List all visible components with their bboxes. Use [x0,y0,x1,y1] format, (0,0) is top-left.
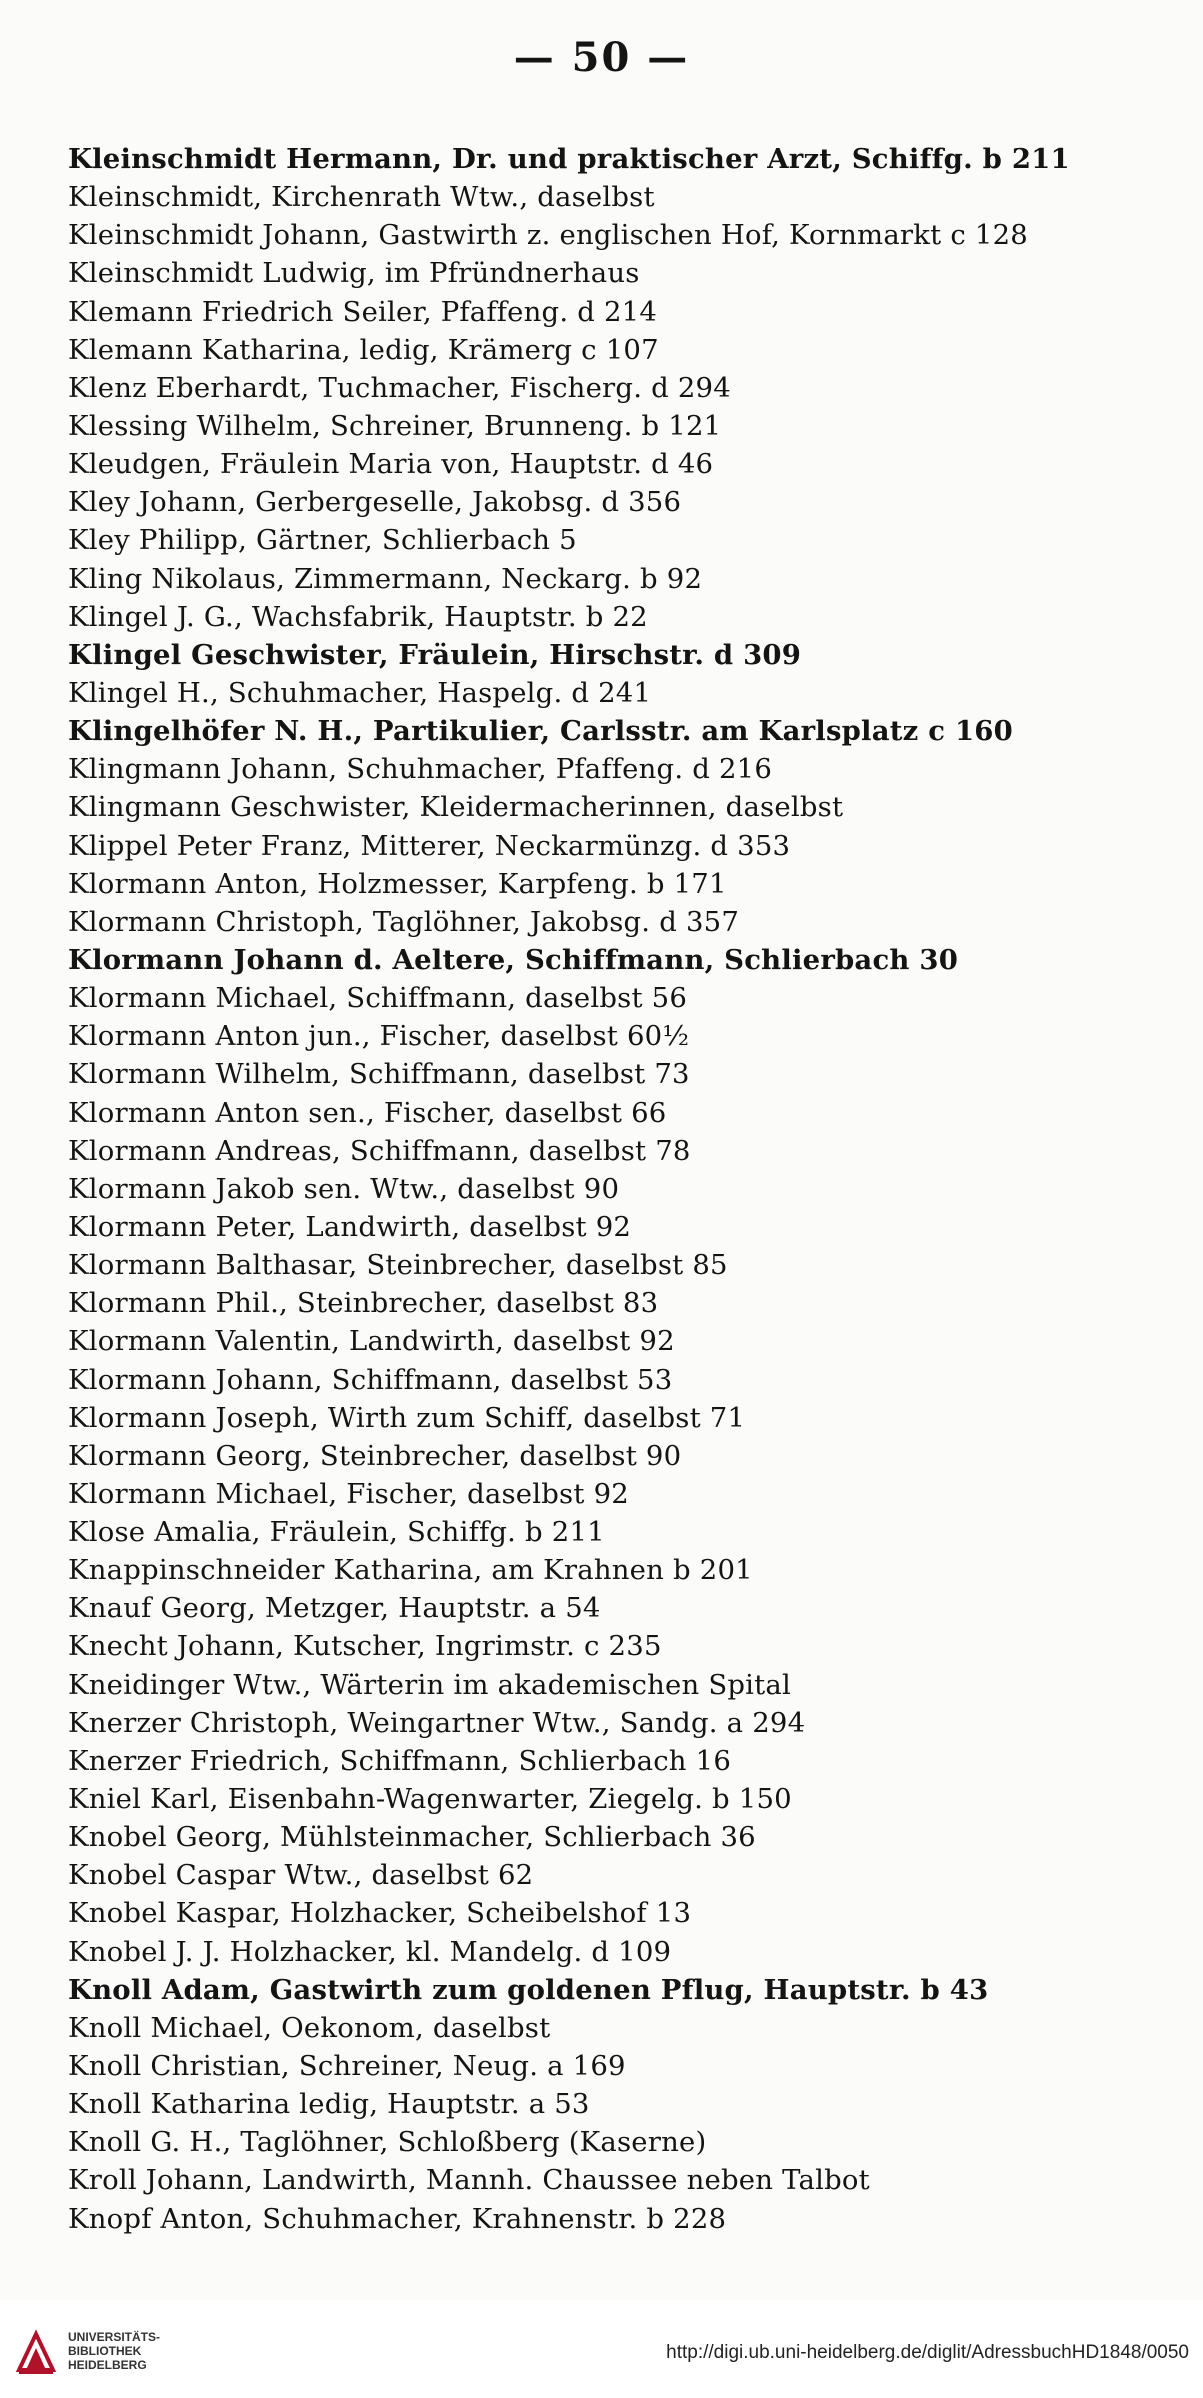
address-entry: Klormann Johann d. Aeltere, Schiffmann, Schlierbach 30 [68,943,959,976]
library-name-line-2: BIBLIOTHEK [68,2344,142,2358]
address-entry: Kroll Johann, Landwirth, Mannh. Chaussee neben Talbot [68,2164,870,2197]
address-entry: Klormann Andreas, Schiffmann, daselbst 78 [68,1134,691,1167]
address-entry: Klingmann Geschwister, Kleidermacherinnen, daselbst [68,791,844,824]
address-entry: Klormann Michael, Schiffmann, daselbst 56 [68,982,688,1015]
library-name-line-3: HEIDELBERG [68,2358,147,2372]
address-entry: Kleinschmidt Ludwig, im Pfründnerhaus [68,257,640,290]
page-footer [0,2300,1203,2398]
address-entry: Kleinschmidt Hermann, Dr. und praktischer Arzt, Schiffg. b 211 [68,143,1070,175]
address-entry: Knobel Caspar Wtw., daselbst 62 [68,1859,534,1892]
address-entry: Klenz Eberhardt, Tuchmacher, Fischerg. d 294 [68,371,731,404]
address-entry: Knobel Kaspar, Holzhacker, Scheibelshof 13 [68,1897,692,1930]
address-entry: Klormann Johann, Schiffmann, daselbst 53 [68,1363,673,1396]
source-url-link[interactable]: http://digi.ub.uni-heidelberg.de/diglit/AdressbuchHD1848/0050 [666,2342,1189,2363]
address-entry: Knoll Katharina ledig, Hauptstr. a 53 [68,2088,590,2121]
address-entry: Knoll G. H., Taglöhner, Schloßberg (Kaserne) [68,2126,707,2159]
address-entry: Klormann Valentin, Landwirth, daselbst 92 [68,1325,675,1358]
address-entry: Klingel J. G., Wachsfabrik, Hauptstr. b 22 [68,600,648,633]
address-entry: Klormann Anton sen., Fischer, daselbst 66 [68,1096,667,1129]
address-entry: Knerzer Friedrich, Schiffmann, Schlierbach 16 [68,1744,732,1777]
address-entry: Kniel Karl, Eisenbahn-Wagenwarter, Ziegelg. b 150 [68,1783,792,1816]
address-entry: Klormann Joseph, Wirth zum Schiff, daselbst 71 [68,1401,746,1434]
address-entry: Knauf Georg, Metzger, Hauptstr. a 54 [68,1592,601,1625]
library-name-line-1: UNIVERSITÄTS- [68,2330,161,2344]
address-entry: Knerzer Christoph, Weingartner Wtw., Sandg. a 294 [68,1706,806,1739]
address-entry: Klingel Geschwister, Fräulein, Hirschstr. d 309 [68,638,802,671]
address-entry: Klormann Anton jun., Fischer, daselbst 60½ [68,1020,690,1053]
address-entry: Kling Nikolaus, Zimmermann, Neckarg. b 92 [68,562,703,595]
address-entry: Knopf Anton, Schuhmacher, Krahnenstr. b 228 [68,2202,727,2235]
address-entry: Klormann Michael, Fischer, daselbst 92 [68,1477,629,1510]
library-name [68,2330,160,2372]
address-entry: Klormann Christoph, Taglöhner, Jakobsg. d 357 [68,905,740,938]
address-entry: Klingel H., Schuhmacher, Haspelg. d 241 [68,676,652,709]
address-entry: Knoll Adam, Gastwirth zum goldenen Pflug, Hauptstr. b 43 [68,1973,989,2006]
address-entry: Klose Amalia, Fräulein, Schiffg. b 211 [68,1516,605,1549]
address-entry: Kleinschmidt Johann, Gastwirth z. englischen Hof, Kornmarkt c 128 [68,219,1028,252]
address-entry: Klormann Jakob sen. Wtw., daselbst 90 [68,1172,620,1205]
address-entry: Klemann Friedrich Seiler, Pfaffeng. d 214 [68,295,658,328]
address-entry: Klormann Peter, Landwirth, daselbst 92 [68,1210,632,1243]
address-entry: Kley Johann, Gerbergeselle, Jakobsg. d 356 [68,486,682,519]
address-entry: Klormann Anton, Holzmesser, Karpfeng. b 171 [68,867,727,900]
address-entry: Klingmann Johann, Schuhmacher, Pfaffeng. d 216 [68,753,773,786]
address-entry: Klemann Katharina, ledig, Krämerg c 107 [68,333,659,366]
address-entry: Kley Philipp, Gärtner, Schlierbach 5 [68,524,577,557]
address-entry: Kleinschmidt, Kirchenrath Wtw., daselbst [68,181,655,214]
university-library-logo-icon [16,2328,56,2376]
address-entry: Klormann Wilhelm, Schiffmann, daselbst 73 [68,1058,690,1091]
address-entry: Klormann Phil., Steinbrecher, daselbst 83 [68,1287,659,1320]
address-entry: Knobel Georg, Mühlsteinmacher, Schlierbach 36 [68,1821,756,1854]
page-number: — 50 — [513,34,690,81]
address-entry: Knobel J. J. Holzhacker, kl. Mandelg. d 109 [68,1935,672,1968]
address-entry: Klormann Balthasar, Steinbrecher, daselbst 85 [68,1249,728,1282]
address-entry: Knoll Michael, Oekonom, daselbst [68,2011,551,2044]
address-entry-list [68,140,1148,2238]
address-entry: Klessing Wilhelm, Schreiner, Brunneng. b 121 [68,409,722,442]
address-entry: Knoll Christian, Schreiner, Neug. a 169 [68,2050,626,2083]
address-entry: Klormann Georg, Steinbrecher, daselbst 90 [68,1439,682,1472]
address-entry: Knecht Johann, Kutscher, Ingrimstr. c 235 [68,1630,662,1663]
address-entry: Knappinschneider Katharina, am Krahnen b 201 [68,1554,753,1587]
address-entry: Kneidinger Wtw., Wärterin im akademischen Spital [68,1668,792,1701]
address-entry: Klippel Peter Franz, Mitterer, Neckarmünzg. d 353 [68,829,791,862]
address-entry: Kleudgen, Fräulein Maria von, Hauptstr. d 46 [68,448,714,481]
address-entry: Klingelhöfer N. H., Partikulier, Carlsstr. am Karlsplatz c 160 [68,715,1013,748]
